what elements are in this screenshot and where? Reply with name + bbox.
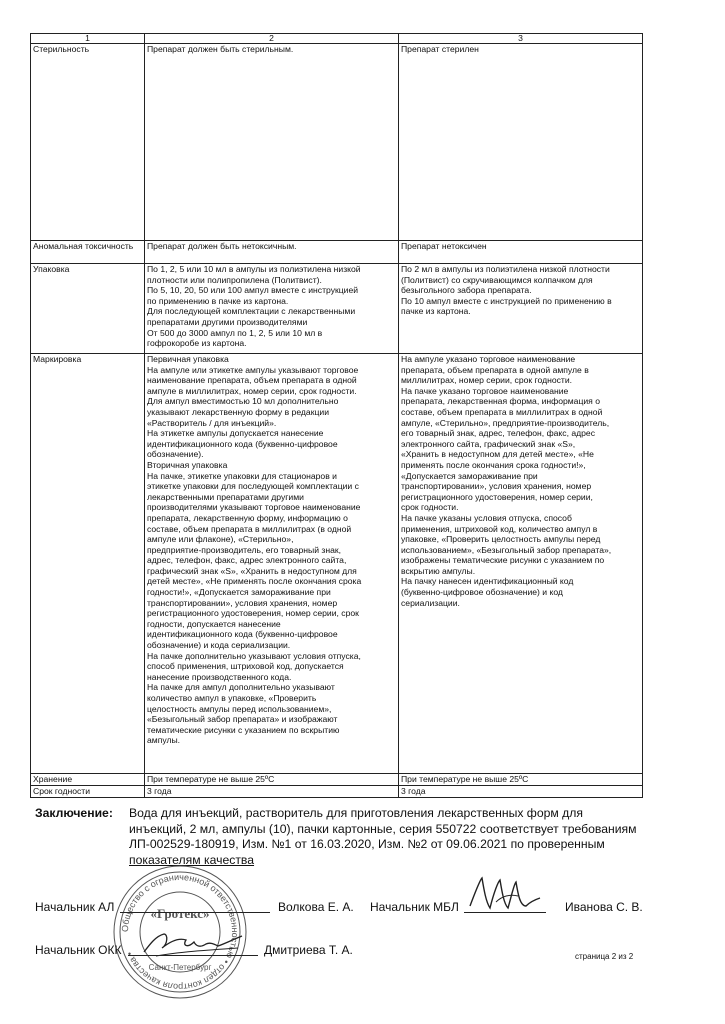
cell-line: целостность ампулы перед использованием», xyxy=(147,703,332,714)
cell-line: составе, объем препарата в миллилитрах (в одной xyxy=(147,523,352,534)
conclusion-text xyxy=(129,806,649,868)
handwritten-signature xyxy=(138,922,248,962)
row-name: Маркировка xyxy=(31,354,145,774)
requirement-cell xyxy=(145,354,399,774)
cell-line: препарата, лекарственная форма, информация о xyxy=(401,396,601,407)
requirement-cell xyxy=(145,264,399,354)
cell-line: безыгольного забора препарата. xyxy=(401,285,532,296)
cell-line: адрес, телефон, факс, адрес электронного сайта, xyxy=(147,555,347,566)
cell-line: миллилитрах, номер серии, срок годности. xyxy=(401,375,573,386)
header-cell: 3 xyxy=(399,34,643,44)
cell-line: «Хранить в недоступном для детей месте», «Не xyxy=(401,449,594,460)
cell-line: изображены тематические рисунки с указанием по xyxy=(401,555,605,566)
cell-line: детей месте», «Не применять после окончания срока xyxy=(147,576,362,587)
result-cell xyxy=(399,241,643,264)
cell-line: Препарат нетоксичен xyxy=(401,241,487,251)
cell-line: От 500 до 3000 ампул по 1, 2, 5 или 10 мл в xyxy=(147,327,323,338)
cell-line: На пачке для ампул дополнительно указывают xyxy=(147,682,335,693)
result-cell xyxy=(399,44,643,241)
cell-line: срок годности. xyxy=(401,502,459,513)
cell-line: По 10 ампул вместе с инструкцией по применению в xyxy=(401,295,612,306)
cell-line: Для последующей комплектации с лекарственными xyxy=(147,306,356,317)
row-name: Аномальная токсичность xyxy=(31,241,145,264)
cell-line: ампуле, «Стерильно», предприятие-производитель, xyxy=(401,417,610,428)
cell-line: «Безыгольный забор препарата» и изображают xyxy=(147,714,338,725)
cell-line: При температуре не выше 25ºС xyxy=(401,774,529,784)
cell-line: предприятие-производитель, его товарный знак, xyxy=(147,544,341,555)
cell-line: препарата, лекарственную форму, информацию о xyxy=(147,512,348,523)
signature-label-al: Начальник АЛ xyxy=(35,900,115,914)
requirement-cell xyxy=(145,241,399,264)
handwritten-signature xyxy=(466,872,546,914)
result-cell xyxy=(399,264,643,354)
cell-line: Препарат должен быть нетоксичным. xyxy=(147,241,297,251)
cell-line: 3 года xyxy=(147,786,172,796)
requirement-cell xyxy=(145,774,399,786)
cell-line: сериализации. xyxy=(401,597,460,608)
cell-line: вскрытию ампулы. xyxy=(401,565,476,576)
table-row xyxy=(31,241,643,264)
cell-line: гофрокоробе из картона. xyxy=(147,338,247,349)
cell-line: количество ампул в упаковке, «Проверить xyxy=(147,693,317,703)
cell-line: идентификационного кода (буквенно-цифровое xyxy=(147,629,338,640)
cell-line: «Допускается замораживание при xyxy=(401,470,538,481)
cell-line: применять после окончания срока годности!», xyxy=(401,459,586,470)
signature-name-okk: Дмитриева Т. А. xyxy=(264,943,353,957)
cell-line: его товарный знак, адрес, телефон, факс, адрес xyxy=(401,428,596,439)
cell-line: регистрационного удостоверения, номер серии, xyxy=(401,491,593,502)
conclusion-line: Вода для инъекций, растворитель для приготовления лекарственных форм для xyxy=(129,806,583,820)
cell-line: наименование препарата, объем препарата в одной xyxy=(147,375,357,386)
cell-line: транспортировании», условия хранения, номер xyxy=(147,597,338,608)
header-cell: 1 xyxy=(31,34,145,44)
cell-line: способ применения, штриховой код, допускается xyxy=(147,661,344,672)
cell-line: этикетке упаковки для последующей комплектации с xyxy=(147,481,359,492)
cell-line: Первичная упаковка xyxy=(147,354,229,364)
cell-line: обозначение) и кода сериализации. xyxy=(147,640,291,651)
row-name: Хранение xyxy=(31,774,145,786)
page-number: страница 2 из 2 xyxy=(575,952,634,961)
cell-line: На ампуле указано торговое наименование xyxy=(401,354,576,364)
stamp-ring-text: Общество с ограниченной ответственностью • отдел контроля качества • xyxy=(119,871,241,993)
stamp-center-text: «Гротекс» xyxy=(150,906,210,921)
conclusion-line: инъекций, 2 мл, ампулы (10), пачки картонные, серия 550722 соответствует требованиям xyxy=(129,821,637,836)
cell-line: Для ампул вместимостью 10 мл дополнительно xyxy=(147,396,339,407)
cell-line: На пачку нанесен идентификационный код xyxy=(401,576,574,587)
result-cell xyxy=(399,774,643,786)
cell-line: На этикетке ампулы допускается нанесение xyxy=(147,428,324,439)
cell-line: транспортировании», условия хранения, номер xyxy=(401,481,592,492)
cell-line: (Политвист) со скручивающимся колпачком для xyxy=(401,274,593,285)
cell-line: тематические рисунки с указанием по вскрытию xyxy=(147,724,340,735)
table-header-row xyxy=(31,34,643,44)
cell-line: производителями указывают торговое наименование xyxy=(147,502,361,513)
table-row xyxy=(31,264,643,354)
cell-line: Вторичная упаковка xyxy=(147,459,228,470)
cell-line: При температуре не выше 25ºС xyxy=(147,774,275,784)
table-row xyxy=(31,44,643,241)
conclusion-line: ЛП-002529-180919, Изм. №1 от 16.03.2020, Изм. №2 от 09.06.2021 по проверенным xyxy=(129,837,605,852)
cell-line: использованием», «Безыгольный забор препарата», xyxy=(401,544,612,555)
table-row xyxy=(31,786,643,798)
cell-line: (буквенно-цифровое обозначение) и код xyxy=(401,587,563,598)
cell-line: На пачке дополнительно указывают условия отпуска, xyxy=(147,650,361,661)
cell-line: На ампуле или этикетке ампулы указывают торговое xyxy=(147,364,359,375)
requirement-cell xyxy=(145,786,399,798)
row-name: Упаковка xyxy=(31,264,145,354)
cell-line: лекарственными препаратами другими xyxy=(147,491,304,502)
cell-line: «Растворитель / для инъекций». xyxy=(147,417,277,428)
row-name: Срок годности xyxy=(31,786,145,798)
cell-line: составе, объем препарата в миллилитрах в одной xyxy=(401,406,603,417)
cell-line: электронного сайта, графический знак «S», xyxy=(401,438,576,449)
cell-line: Препарат стерилен xyxy=(401,44,479,54)
cell-line: Препарат должен быть стерильным. xyxy=(147,44,294,54)
cell-line: плотности или полипропилена (Политвист). xyxy=(147,274,322,285)
cell-line: По 2 мл в ампулы из полиэтилена низкой плотности xyxy=(401,264,610,274)
cell-line: ампуле в миллилитрах, номер серии, срок годности. xyxy=(147,385,357,396)
cell-line: На пачке, этикетке упаковки для стационаров и xyxy=(147,470,337,481)
signature-label-okk: Начальник ОКК xyxy=(35,943,122,957)
signature-name-mbl: Иванова С. В. xyxy=(565,900,643,914)
result-cell xyxy=(399,354,643,774)
table-row xyxy=(31,354,643,774)
cell-line: 3 года xyxy=(401,786,426,796)
cell-line: упаковке, «Проверить целостность ампулы перед xyxy=(401,534,601,545)
cell-line: по применению в пачке из картона. xyxy=(147,295,289,306)
quality-spec-table xyxy=(30,33,643,798)
cell-line: указывают лекарственную форму в редакции xyxy=(147,406,329,417)
conclusion-label: Заключение: xyxy=(35,806,113,820)
cell-line: применения, штриховой код, количество ампул в xyxy=(401,523,598,534)
cell-line: ампуле или флаконе), «Стерильно», xyxy=(147,534,294,545)
requirement-cell xyxy=(145,44,399,241)
cell-line: графический знак «S», «Хранить в недоступном для xyxy=(147,565,357,576)
header-cell: 2 xyxy=(145,34,399,44)
cell-line: По 5, 10, 20, 50 или 100 ампул вместе с инструкцией xyxy=(147,285,359,296)
cell-line: нанесение производственного кода. xyxy=(147,671,292,682)
row-name: Стерильность xyxy=(31,44,145,241)
signature-name-al: Волкова Е. А. xyxy=(278,900,354,914)
cell-line: На пачке указано торговое наименование xyxy=(401,385,569,396)
result-cell xyxy=(399,786,643,798)
signature-label-mbl: Начальник МБЛ xyxy=(370,900,459,914)
cell-line: идентификационного кода (буквенно-цифровое xyxy=(147,438,338,449)
conclusion-line: показателям качества xyxy=(129,852,255,867)
cell-line: пачке из картона. xyxy=(401,306,471,317)
signature-line xyxy=(120,912,270,913)
cell-line: обозначение). xyxy=(147,449,204,460)
cell-line: препаратами другими производителями xyxy=(147,316,308,327)
cell-line: На пачке указаны условия отпуска, способ xyxy=(401,512,572,523)
table-row xyxy=(31,774,643,786)
cell-line: годности, допускается нанесение xyxy=(147,618,281,629)
cell-line: По 1, 2, 5 или 10 мл в ампулы из полиэтилена низкой xyxy=(147,264,361,274)
stamp-bottom-text: Санкт-Петербург xyxy=(148,963,212,972)
cell-line: ампулы. xyxy=(147,735,181,746)
cell-line: годности!», «Допускается замораживание при xyxy=(147,587,331,598)
cell-line: препарата, объем препарата в одной ампуле в xyxy=(401,364,589,375)
cell-line: регистрационного удостоверения, номер серии, срок xyxy=(147,608,359,619)
